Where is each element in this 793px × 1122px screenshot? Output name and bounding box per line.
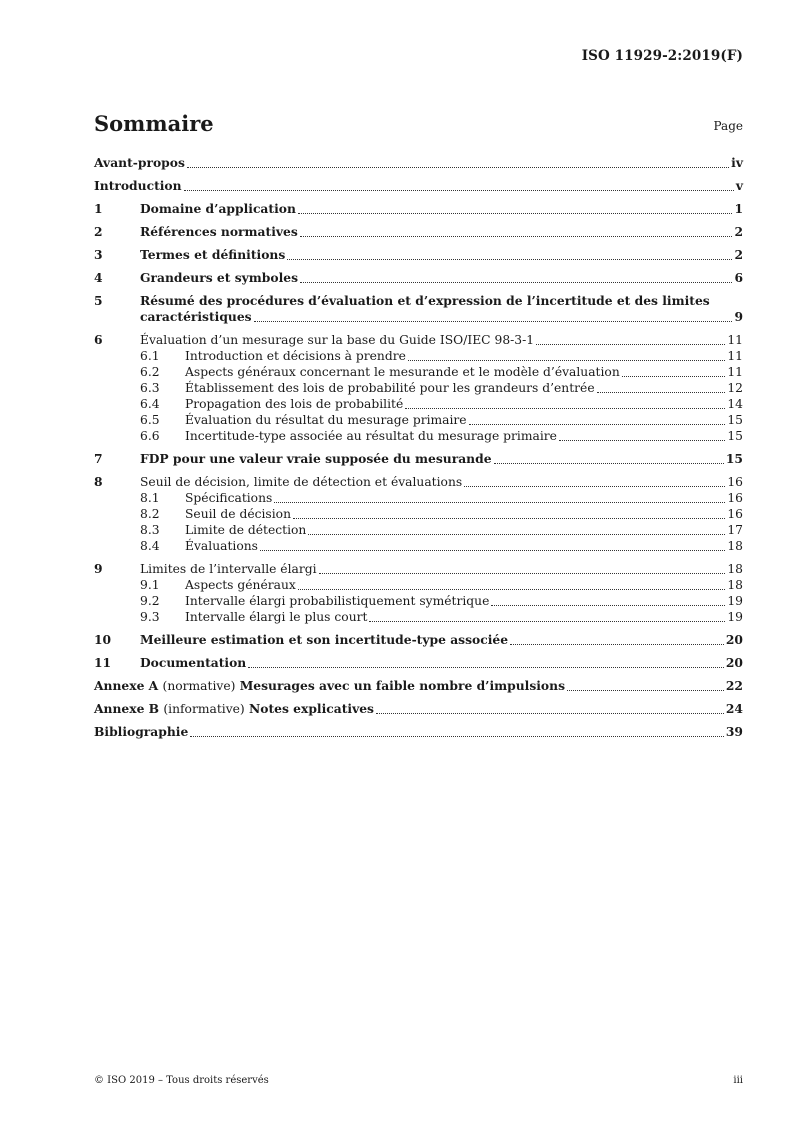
dot-leader [319, 573, 726, 574]
toc-subentry-title: Propagation des lois de probabilité [185, 397, 404, 411]
toc-entry-number: 8 [94, 474, 103, 489]
dot-leader [293, 518, 725, 519]
dot-leader [376, 713, 724, 714]
toc-entry-title: Documentation [140, 655, 247, 670]
toc-subentry-number: 8.1 [140, 491, 160, 505]
toc-entry-title: Termes et définitions [140, 247, 286, 262]
toc-subentry-title: Introduction et décisions à prendre [185, 349, 406, 363]
toc-subentry-6-4[interactable] [94, 396, 743, 412]
toc-entry-page: 9 [734, 309, 743, 324]
toc-subentry-number: 6.6 [140, 429, 160, 443]
dot-leader [308, 534, 725, 535]
toc-entry-2[interactable] [94, 224, 743, 240]
toc-subentry-title: Limite de détection [185, 523, 307, 537]
toc-subentry-title: Aspects généraux concernant le mesurande et le modèle d’évaluation [185, 365, 620, 379]
annex-name: Mesurages avec un faible nombre d’impulsions [239, 678, 565, 693]
toc-subentry-6-2[interactable] [94, 364, 743, 380]
toc-subentry-number: 6.3 [140, 381, 160, 395]
toc-entry-number: 2 [94, 224, 103, 239]
toc-subentry-number: 8.4 [140, 539, 160, 553]
toc-subentry-title: Incertitude-type associée au résultat du mesurage primaire [185, 429, 557, 443]
toc-entry-title: Limites de l’intervalle élargi [140, 562, 317, 576]
toc-entry-10[interactable] [94, 632, 743, 648]
toc-entry-11[interactable] [94, 655, 743, 671]
toc-entry-number: 11 [94, 655, 112, 670]
toc-subentry-number: 6.2 [140, 365, 160, 379]
toc-subentry-page: 15 [727, 413, 743, 427]
annex-label: Annexe B [94, 701, 160, 716]
toc-entry-annex-a[interactable] [94, 678, 743, 694]
toc-subentry-number: 9.3 [140, 610, 160, 624]
dot-leader [536, 344, 725, 345]
toc-annex-title [94, 678, 565, 694]
dot-leader [405, 408, 725, 409]
toc-subentry-page: 19 [727, 594, 743, 608]
toc-entry-4[interactable] [94, 270, 743, 286]
toc-subentry-9-2[interactable] [94, 593, 743, 609]
dot-leader [567, 690, 724, 691]
toc-entry-6[interactable] [94, 332, 743, 348]
toc-page-column-label: Page [713, 119, 743, 133]
toc-subentry-number: 8.2 [140, 507, 160, 521]
toc-entry-number: 1 [94, 201, 103, 216]
dot-leader [254, 321, 733, 322]
toc-entry-number: 5 [94, 293, 103, 308]
toc-subentry-page: 18 [727, 578, 743, 592]
toc-entry-page: 1 [734, 201, 743, 216]
toc-entry-8[interactable] [94, 474, 743, 490]
toc-entry-title: Introduction [94, 178, 182, 193]
dot-leader [248, 667, 724, 668]
toc-entry-number: 7 [94, 451, 103, 466]
dot-leader [287, 259, 732, 260]
copyright-notice: © ISO 2019 – Tous droits réservés [94, 1075, 269, 1086]
toc-subentry-number: 9.2 [140, 594, 160, 608]
toc-subentry-page: 11 [727, 365, 743, 379]
dot-leader [559, 440, 725, 441]
toc-entry-9[interactable] [94, 561, 743, 577]
toc-subentry-page: 12 [727, 381, 743, 395]
toc-subentry-title: Intervalle élargi le plus court [185, 610, 368, 624]
toc-entry-page: 24 [725, 701, 743, 716]
page-footer [94, 1075, 743, 1086]
dot-leader [408, 360, 725, 361]
toc-subentry-page: 16 [727, 491, 743, 505]
toc-subentry-9-3[interactable] [94, 609, 743, 625]
toc-entry-title: Résumé des procédures d’évaluation et d’expression de l’incertitude et des limites [140, 293, 710, 308]
toc-entry-title: Domaine d’application [140, 201, 296, 216]
toc-entry-number: 6 [94, 332, 103, 347]
toc-subentry-8-3[interactable] [94, 522, 743, 538]
toc-entry-title: Meilleure estimation et son incertitude-type associée [140, 632, 509, 647]
toc-entry-3[interactable] [94, 247, 743, 263]
toc-subentry-6-6[interactable] [94, 428, 743, 444]
toc-entry-introduction[interactable] [94, 178, 743, 194]
toc-subentry-6-5[interactable] [94, 412, 743, 428]
toc-entry-page: 18 [727, 562, 743, 576]
toc-subentry-9-1[interactable] [94, 577, 743, 593]
dot-leader [510, 644, 724, 645]
toc-entry-1[interactable] [94, 201, 743, 217]
toc-entry-page: v [735, 178, 743, 193]
toc-subentry-title: Seuil de décision [185, 507, 291, 521]
toc-subentry-page: 14 [727, 397, 743, 411]
dot-leader [622, 376, 726, 377]
dot-leader [494, 463, 724, 464]
toc-entry-annex-b[interactable] [94, 701, 743, 717]
dot-leader [187, 167, 729, 168]
toc-entry-7[interactable] [94, 451, 743, 467]
toc-subentry-8-1[interactable] [94, 490, 743, 506]
toc-entry-title: Avant-propos [94, 155, 185, 170]
annex-kind: (normative) [162, 679, 236, 693]
toc-entry-page: 6 [734, 270, 743, 285]
toc-header [94, 113, 743, 134]
toc-subentry-title: Établissement des lois de probabilité pour les grandeurs d’entrée [185, 381, 595, 395]
toc-entry-number: 4 [94, 270, 103, 285]
toc-entry-page: 22 [725, 678, 743, 693]
toc-entry-page: 20 [725, 632, 743, 647]
toc-entry-page: 39 [725, 724, 743, 739]
toc-subentry-title: Évaluations [185, 539, 258, 553]
toc-subentry-page: 11 [727, 349, 743, 363]
toc-subentry-page: 16 [727, 507, 743, 521]
annex-name: Notes explicatives [249, 701, 374, 716]
toc-subentry-6-1[interactable] [94, 348, 743, 364]
dot-leader [597, 392, 726, 393]
toc-entry-number: 9 [94, 561, 103, 576]
toc-entry-5[interactable] [94, 293, 743, 325]
page-number: iii [733, 1075, 743, 1086]
dot-leader [491, 605, 725, 606]
toc-entry-page: 2 [734, 224, 743, 239]
dot-leader [298, 589, 726, 590]
toc-entry-title: Seuil de décision, limite de détection et évaluations [140, 475, 463, 489]
dot-leader [274, 502, 725, 503]
toc-entry-number: 3 [94, 247, 103, 262]
toc-subentry-page: 19 [727, 610, 743, 624]
dot-leader [300, 236, 733, 237]
toc-subentry-title: Aspects généraux [185, 578, 296, 592]
document-identifier: ISO 11929-2:2019(F) [581, 48, 743, 64]
toc-entry-page: 11 [727, 333, 743, 347]
toc-entry-title: Évaluation d’un mesurage sur la base du Guide ISO/IEC 98-3-1 [140, 333, 535, 347]
toc-entry-page: 2 [734, 247, 743, 262]
toc-subentry-page: 18 [727, 539, 743, 553]
toc-subentry-number: 8.3 [140, 523, 160, 537]
toc-entry-avant-propos[interactable] [94, 155, 743, 171]
toc-title: Sommaire [94, 111, 214, 136]
dot-leader [190, 736, 724, 737]
toc-subentry-8-2[interactable] [94, 506, 743, 522]
table-of-contents [94, 155, 743, 747]
toc-subentry-title: Intervalle élargi probabilistiquement symétrique [185, 594, 490, 608]
toc-subentry-title: Spécifications [185, 491, 273, 505]
toc-subentry-6-3[interactable] [94, 380, 743, 396]
dot-leader [300, 282, 732, 283]
toc-subentry-number: 9.1 [140, 578, 160, 592]
toc-entry-page: 20 [725, 655, 743, 670]
toc-entry-page: 16 [727, 475, 743, 489]
toc-subentry-number: 6.1 [140, 349, 160, 363]
toc-entry-page: 15 [725, 451, 743, 466]
dot-leader [260, 550, 725, 551]
dot-leader [184, 190, 734, 191]
toc-subentry-page: 15 [727, 429, 743, 443]
dot-leader [369, 621, 725, 622]
toc-entry-bibliographie[interactable] [94, 724, 743, 740]
toc-entry-number: 10 [94, 632, 112, 647]
toc-entry-title: Références normatives [140, 224, 298, 239]
toc-entry-title-continuation: caractéristiques [140, 309, 252, 324]
toc-entry-title: Bibliographie [94, 724, 189, 739]
annex-kind: (informative) [163, 702, 245, 716]
dot-leader [298, 213, 733, 214]
annex-label: Annexe A [94, 678, 159, 693]
dot-leader [464, 486, 725, 487]
toc-annex-title [94, 701, 374, 717]
toc-subentry-number: 6.5 [140, 413, 160, 427]
toc-subentry-number: 6.4 [140, 397, 160, 411]
toc-subentry-title: Évaluation du résultat du mesurage primaire [185, 413, 467, 427]
toc-subentry-page: 17 [727, 523, 743, 537]
toc-entry-title: FDP pour une valeur vraie supposée du mesurande [140, 451, 492, 466]
toc-entry-title: Grandeurs et symboles [140, 270, 299, 285]
toc-subentry-8-4[interactable] [94, 538, 743, 554]
dot-leader [469, 424, 726, 425]
toc-entry-page: iv [731, 155, 743, 170]
